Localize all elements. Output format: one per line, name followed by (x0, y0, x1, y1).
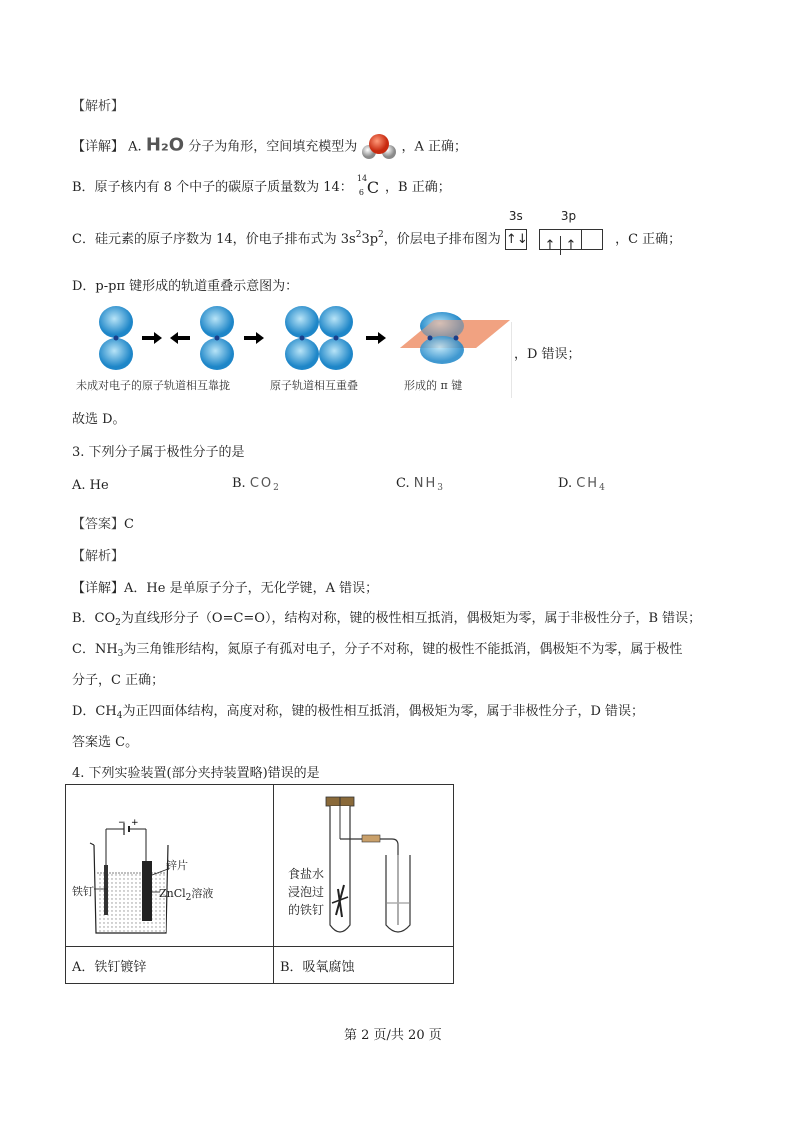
iron-nail-label: 铁钉 (72, 885, 94, 898)
line-c-text1: C．硅元素的原子序数为 14，价电子排布式为 3s (72, 232, 356, 247)
q3-detail-tag: 【详解】 (72, 581, 125, 596)
line-b-text1: B．原子核内有 8 个中子的碳原子质量数为 14： (72, 180, 353, 195)
q4-cell-b-caption: B．吸氧腐蚀 (274, 947, 454, 984)
orbital-3s-cell: ↑↓ (505, 231, 528, 247)
line-c-sup2: 2 (378, 230, 384, 240)
q4-cell-a-caption: A．铁钉镀锌 (66, 947, 274, 984)
q3-option-c-sub: 3 (437, 483, 443, 493)
water-formula: H₂O (145, 134, 185, 156)
isotope-atomic: 6 (358, 187, 364, 197)
orbital-3s-label: 3s (508, 208, 523, 223)
q3-detail-c-cont: 分子，C 正确； (72, 673, 165, 688)
detail-line-a (72, 133, 467, 161)
orbital-3p-label: 3p (560, 208, 577, 223)
orbital-3s-box (505, 229, 527, 250)
carbon-isotope (356, 173, 381, 198)
pi-caption-1: 未成对电子的原子轨道相互靠拢 (76, 379, 230, 392)
detail-line-b (72, 173, 451, 198)
pi-caption-2: 原子轨道相互重叠 (270, 379, 358, 392)
section1-conclusion: 故选 D。 (72, 412, 126, 427)
q3-option-d-label: D. (558, 476, 573, 491)
q3-conclusion: 答案选 C。 (72, 735, 139, 750)
line-c-text2: 3p (361, 232, 379, 247)
q3-option-c-formula: NH (413, 476, 438, 491)
svg-text:+: + (131, 818, 139, 828)
q4-stem: 4. 下列实验装置(部分夹持装置略)错误的是 (72, 766, 320, 781)
line-d-text2: ，D 错误； (514, 347, 581, 362)
line-c-text3: ，价层电子排布图为 (383, 232, 501, 247)
q3-option-b-label: B. (232, 476, 246, 491)
q3-stem: 3. 下列分子属于极性分子的是 (72, 445, 245, 460)
q3-option-c (396, 476, 443, 493)
orbital-3p-box (539, 229, 603, 253)
zinc-plate-label: 锌片 (166, 859, 188, 872)
detail-line-c (72, 208, 682, 253)
line-b-text2: ，B 正确； (385, 180, 451, 195)
line-a-text2: ，A 正确； (401, 139, 468, 155)
q3-option-c-label: C. (396, 476, 410, 491)
q3-answer (72, 513, 134, 532)
q3-option-d (558, 476, 605, 493)
isotope-mass: 14 (356, 173, 368, 183)
q3-line-a: A．He 是单原子分子，无化学键，A 错误； (124, 581, 379, 596)
q3-option-b-formula: CO (249, 476, 274, 491)
orbital-3p-cell-1: ↑ (544, 237, 556, 253)
orbital-diagram (505, 208, 611, 253)
orbital-3p-cell-3 (581, 230, 602, 249)
q3-option-b-sub: 2 (273, 483, 279, 493)
battery-label: − (118, 818, 126, 828)
analysis-tag: 【解析】 (72, 99, 125, 114)
isotope-symbol: C (366, 177, 380, 197)
q3-detail-b: B．$CO_2$为直线形分子（O=C=O），结构对称，键的极性相互抵消，偶极矩为零，属于非极性分子，B 错误； (72, 611, 702, 628)
q3-detail-d: D．$CH_4$为正四面体结构，高度对称，键的极性相互抵消，偶极矩为零，属于非极性分子，D 错误； (72, 704, 645, 721)
q4-apparatus-table (65, 784, 454, 984)
q3-option-d-formula: CH (576, 476, 600, 491)
q3-option-b (232, 476, 279, 493)
q3-analysis-tag: 【解析】 (72, 549, 125, 564)
detail-tag: 【详解】 (72, 139, 125, 155)
zncl2-solution-label: ZnCl$_2$溶液 (159, 887, 214, 903)
q3-detail-c: C．$NH_3$为三角锥形结构，氮原子有孤对电子，分子不对称，键的极性不能抵消，偶极矩不为零，属于极性 (72, 642, 683, 659)
salt-water-nail-label: 食盐水 浸泡过 的铁钉 (288, 867, 325, 917)
line-c-sup1: 2 (355, 230, 362, 240)
page-footer: 第 2 页/共 20 页 (344, 1028, 442, 1043)
q3-answer-tag: 【答案】 (72, 517, 125, 532)
option-a-prefix: A. (128, 139, 142, 155)
line-a-text1: 分子为角形，空间填充模型为 (188, 139, 358, 155)
detail-line-d: D．p-pπ 键形成的轨道重叠示意图为： (72, 279, 299, 294)
q3-detail-a (72, 577, 378, 596)
line-c-text4: ，C 正确； (615, 232, 682, 247)
q4-cell-a-image (66, 785, 274, 947)
q3-option-a: A. He (72, 478, 109, 493)
pi-caption-3: 形成的 π 键 (404, 379, 463, 392)
q4-cell-b-image (274, 785, 454, 947)
q3-answer-value: C (124, 517, 134, 532)
water-space-filling-model-icon (361, 133, 397, 161)
q3-option-d-sub: 4 (599, 483, 605, 493)
orbital-3p-cell-2: ↑ (560, 236, 581, 255)
